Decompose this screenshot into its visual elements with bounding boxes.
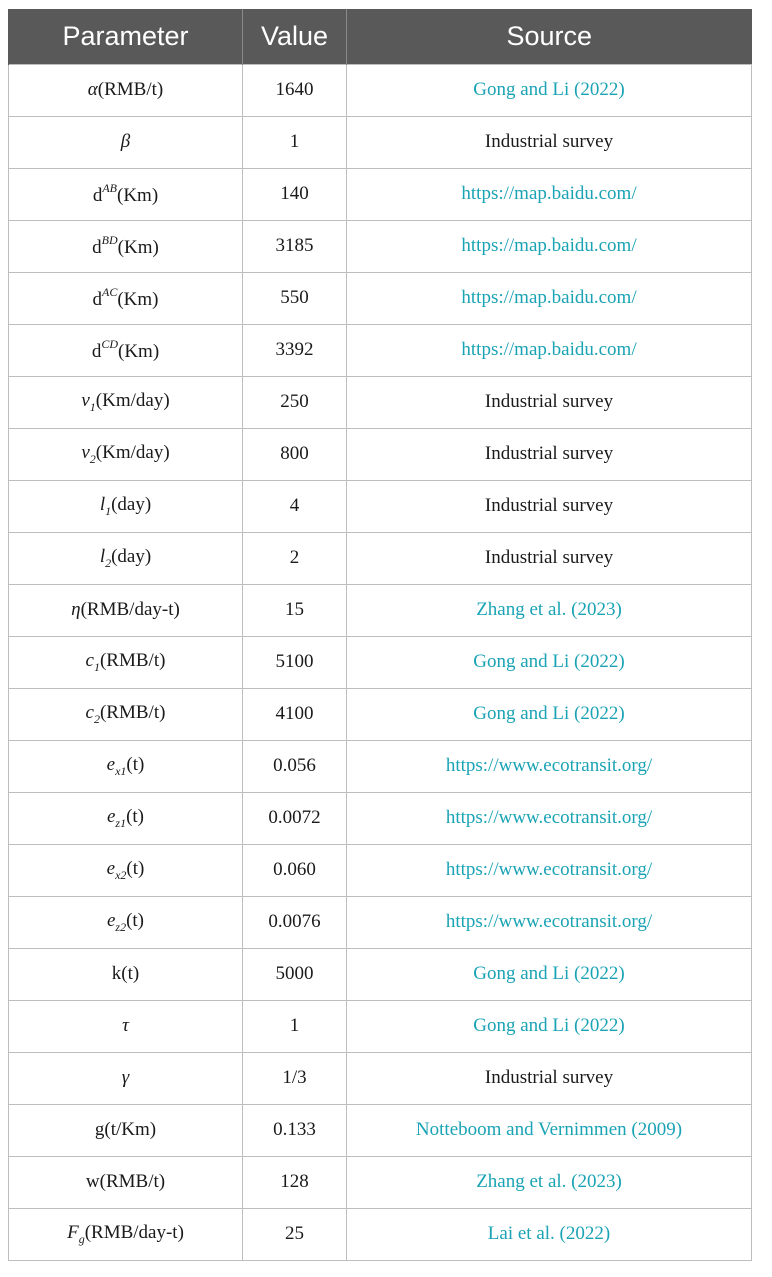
source-link[interactable]: https://www.ecotransit.org/ bbox=[347, 740, 752, 792]
table-row bbox=[9, 168, 752, 220]
parameter-symbol: w bbox=[85, 1171, 100, 1192]
parameter-subscript: x1 bbox=[115, 763, 127, 778]
parameter-unit: (Km) bbox=[117, 289, 159, 310]
parameter-cell bbox=[9, 948, 243, 1000]
parameter-symbol: d bbox=[91, 341, 102, 362]
parameter-cell bbox=[9, 272, 243, 324]
parameter-cell bbox=[9, 636, 243, 688]
source-link[interactable]: Lai et al. (2022) bbox=[347, 1208, 752, 1260]
source-link[interactable]: Zhang et al. (2023) bbox=[347, 1156, 752, 1208]
parameter-symbol: τ bbox=[122, 1015, 129, 1036]
parameter-symbol: d bbox=[92, 185, 103, 206]
table-row bbox=[9, 220, 752, 272]
parameter-subscript: z2 bbox=[115, 919, 127, 934]
table-row bbox=[9, 64, 752, 116]
parameter-superscript: AC bbox=[102, 285, 118, 299]
parameter-cell bbox=[9, 896, 243, 948]
table-row bbox=[9, 1000, 752, 1052]
header-value: Value bbox=[243, 9, 347, 64]
parameter-cell bbox=[9, 64, 243, 116]
parameter-unit: (Km) bbox=[117, 237, 159, 258]
parameter-cell bbox=[9, 584, 243, 636]
value-cell: 3185 bbox=[243, 220, 347, 272]
table-row bbox=[9, 584, 752, 636]
source-link[interactable]: Notteboom and Vernimmen (2009) bbox=[347, 1104, 752, 1156]
table-row bbox=[9, 376, 752, 428]
parameter-symbol: β bbox=[120, 131, 131, 152]
value-cell: 250 bbox=[243, 376, 347, 428]
table-row bbox=[9, 896, 752, 948]
parameter-superscript: AB bbox=[102, 181, 117, 195]
parameter-cell bbox=[9, 1052, 243, 1104]
table-row bbox=[9, 272, 752, 324]
parameter-unit: (RMB/t) bbox=[99, 1171, 166, 1192]
table-row bbox=[9, 116, 752, 168]
source-link[interactable]: https://map.baidu.com/ bbox=[347, 324, 752, 376]
parameter-subscript: g bbox=[78, 1231, 85, 1246]
value-cell: 5000 bbox=[243, 948, 347, 1000]
source-link[interactable]: https://www.ecotransit.org/ bbox=[347, 896, 752, 948]
parameter-cell bbox=[9, 220, 243, 272]
parameter-cell bbox=[9, 428, 243, 480]
parameter-table-container bbox=[8, 9, 751, 1261]
parameter-superscript: BD bbox=[101, 233, 118, 247]
source-cell: Industrial survey bbox=[347, 376, 752, 428]
table-row bbox=[9, 740, 752, 792]
source-link[interactable]: Gong and Li (2022) bbox=[347, 1000, 752, 1052]
parameter-unit: (t) bbox=[121, 963, 140, 984]
parameter-cell bbox=[9, 1104, 243, 1156]
parameter-symbol: v bbox=[81, 441, 90, 463]
parameter-cell bbox=[9, 740, 243, 792]
parameter-symbol: e bbox=[106, 753, 116, 775]
parameter-cell bbox=[9, 1208, 243, 1260]
parameter-subscript: x2 bbox=[115, 867, 127, 882]
source-link[interactable]: https://map.baidu.com/ bbox=[347, 168, 752, 220]
parameter-symbol: g bbox=[94, 1119, 105, 1140]
value-cell: 1 bbox=[243, 1000, 347, 1052]
value-cell: 0.133 bbox=[243, 1104, 347, 1156]
header-source: Source bbox=[347, 9, 752, 64]
value-cell: 0.060 bbox=[243, 844, 347, 896]
parameter-symbol: l bbox=[99, 545, 106, 567]
table-row bbox=[9, 324, 752, 376]
parameter-subscript: 2 bbox=[105, 555, 112, 570]
source-cell: Industrial survey bbox=[347, 480, 752, 532]
parameter-symbol: γ bbox=[121, 1067, 130, 1088]
parameter-subscript: 1 bbox=[105, 503, 112, 518]
value-cell: 140 bbox=[243, 168, 347, 220]
value-cell: 2 bbox=[243, 532, 347, 584]
parameter-subscript: 2 bbox=[89, 451, 96, 466]
parameter-unit: (t) bbox=[126, 857, 145, 879]
parameter-cell bbox=[9, 532, 243, 584]
source-link[interactable]: Gong and Li (2022) bbox=[347, 688, 752, 740]
value-cell: 4100 bbox=[243, 688, 347, 740]
table-row bbox=[9, 688, 752, 740]
value-cell: 3392 bbox=[243, 324, 347, 376]
value-cell: 128 bbox=[243, 1156, 347, 1208]
table-header-row bbox=[9, 9, 752, 64]
value-cell: 4 bbox=[243, 480, 347, 532]
value-cell: 1/3 bbox=[243, 1052, 347, 1104]
parameter-unit: (Km/day) bbox=[95, 441, 170, 463]
source-cell: Industrial survey bbox=[347, 116, 752, 168]
source-link[interactable]: https://map.baidu.com/ bbox=[347, 272, 752, 324]
table-row bbox=[9, 1156, 752, 1208]
table-row bbox=[9, 844, 752, 896]
parameter-unit: (RMB/t) bbox=[97, 79, 164, 100]
parameter-table bbox=[8, 9, 752, 1261]
table-row bbox=[9, 1208, 752, 1260]
parameter-unit: (Km) bbox=[117, 185, 159, 206]
parameter-symbol: c bbox=[85, 649, 94, 671]
parameter-cell bbox=[9, 688, 243, 740]
table-row bbox=[9, 1104, 752, 1156]
parameter-symbol: e bbox=[106, 909, 116, 931]
parameter-superscript: CD bbox=[101, 337, 118, 351]
parameter-unit: (Km/day) bbox=[95, 389, 170, 411]
parameter-subscript: 1 bbox=[93, 659, 100, 674]
parameter-unit: (Km) bbox=[118, 341, 160, 362]
table-row bbox=[9, 636, 752, 688]
parameter-symbol: d bbox=[92, 237, 102, 258]
source-link[interactable]: Gong and Li (2022) bbox=[347, 64, 752, 116]
table-row bbox=[9, 792, 752, 844]
parameter-unit: (RMB/day-t) bbox=[80, 599, 180, 620]
value-cell: 550 bbox=[243, 272, 347, 324]
value-cell: 800 bbox=[243, 428, 347, 480]
parameter-subscript: z1 bbox=[115, 815, 127, 830]
table-row bbox=[9, 480, 752, 532]
parameter-symbol: k bbox=[111, 963, 122, 984]
parameter-symbol: d bbox=[92, 289, 102, 310]
parameter-subscript: 2 bbox=[93, 711, 100, 726]
value-cell: 0.0076 bbox=[243, 896, 347, 948]
source-link[interactable]: https://www.ecotransit.org/ bbox=[347, 844, 752, 896]
parameter-unit: (t) bbox=[126, 753, 145, 775]
parameter-symbol: η bbox=[71, 599, 81, 620]
table-row bbox=[9, 948, 752, 1000]
parameter-cell bbox=[9, 844, 243, 896]
parameter-symbol: e bbox=[106, 805, 116, 827]
parameter-unit: (RMB/t) bbox=[99, 701, 166, 723]
parameter-cell bbox=[9, 1000, 243, 1052]
parameter-symbol: α bbox=[87, 79, 98, 100]
parameter-unit: (day) bbox=[111, 545, 152, 567]
parameter-unit: (RMB/day-t) bbox=[84, 1221, 184, 1243]
table-row bbox=[9, 532, 752, 584]
value-cell: 5100 bbox=[243, 636, 347, 688]
table-body bbox=[9, 64, 752, 1260]
parameter-cell bbox=[9, 116, 243, 168]
parameter-symbol: e bbox=[106, 857, 116, 879]
source-link[interactable]: https://map.baidu.com/ bbox=[347, 220, 752, 272]
value-cell: 25 bbox=[243, 1208, 347, 1260]
parameter-symbol: l bbox=[99, 493, 106, 515]
source-cell: Industrial survey bbox=[347, 1052, 752, 1104]
parameter-unit: (t/Km) bbox=[104, 1119, 157, 1140]
value-cell: 0.056 bbox=[243, 740, 347, 792]
parameter-symbol: v bbox=[81, 389, 90, 411]
source-link[interactable]: Gong and Li (2022) bbox=[347, 636, 752, 688]
parameter-cell bbox=[9, 324, 243, 376]
table-row bbox=[9, 1052, 752, 1104]
table-row bbox=[9, 428, 752, 480]
parameter-unit: (RMB/t) bbox=[99, 649, 166, 671]
source-link[interactable]: https://www.ecotransit.org/ bbox=[347, 792, 752, 844]
value-cell: 1 bbox=[243, 116, 347, 168]
parameter-symbol: F bbox=[67, 1221, 79, 1243]
source-link[interactable]: Zhang et al. (2023) bbox=[347, 584, 752, 636]
parameter-unit: (t) bbox=[126, 805, 145, 827]
parameter-cell bbox=[9, 480, 243, 532]
parameter-cell bbox=[9, 1156, 243, 1208]
parameter-cell bbox=[9, 376, 243, 428]
source-link[interactable]: Gong and Li (2022) bbox=[347, 948, 752, 1000]
value-cell: 0.0072 bbox=[243, 792, 347, 844]
source-cell: Industrial survey bbox=[347, 532, 752, 584]
parameter-unit: (t) bbox=[126, 909, 145, 931]
value-cell: 1640 bbox=[243, 64, 347, 116]
parameter-cell bbox=[9, 792, 243, 844]
parameter-subscript: 1 bbox=[89, 399, 96, 414]
header-parameter: Parameter bbox=[9, 9, 243, 64]
parameter-symbol: c bbox=[85, 701, 94, 723]
parameter-unit: (day) bbox=[111, 493, 152, 515]
parameter-cell bbox=[9, 168, 243, 220]
value-cell: 15 bbox=[243, 584, 347, 636]
source-cell: Industrial survey bbox=[347, 428, 752, 480]
